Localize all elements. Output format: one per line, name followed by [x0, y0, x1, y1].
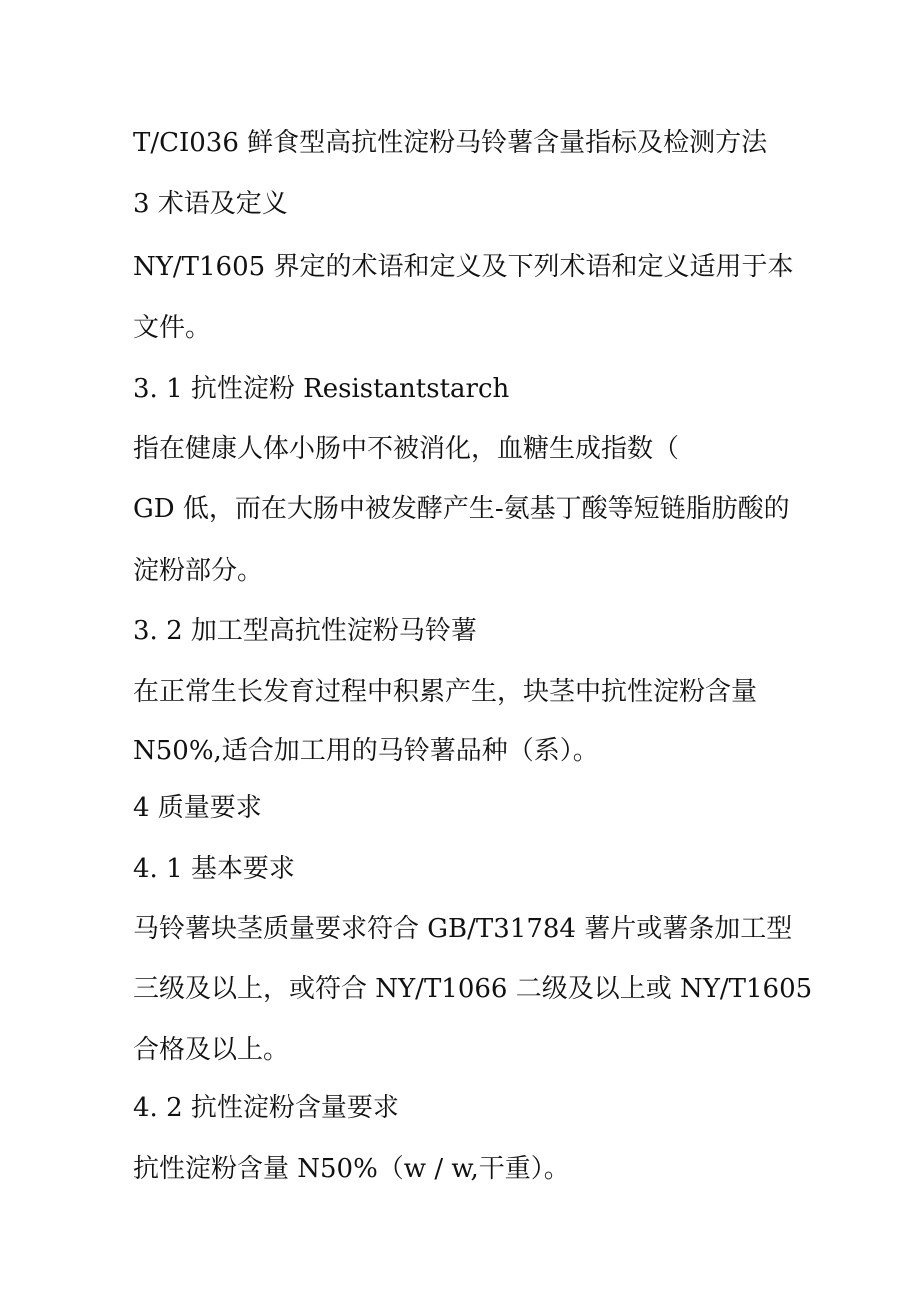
body-text-line: 在正常生长发育过程中积累产生，块茎中抗性淀粉含量 [133, 677, 758, 707]
section-3-1-heading: 3. 1 抗性淀粉 Resistantstarch [133, 374, 510, 404]
section-4-heading: 4 质量要求 [133, 793, 262, 823]
section-4-1-heading: 4. 1 基本要求 [133, 854, 295, 884]
body-text-line: N50%,适合加工用的马铃薯品种（系）。 [133, 736, 599, 766]
body-text-line: 抗性淀粉含量 N50%（w / w,干重）。 [133, 1154, 570, 1184]
body-text-line: 文件。 [133, 313, 212, 343]
body-text-line: NY/T1605 界定的术语和定义及下列术语和定义适用于本 [133, 252, 794, 282]
body-text-line: 淀粉部分。 [133, 556, 264, 586]
body-text-line: GD 低，而在大肠中被发酵产生-氨基丁酸等短链脂肪酸的 [133, 494, 790, 524]
section-3-heading: 3 术语及定义 [133, 189, 288, 219]
document-title-line: T/CI036 鲜食型高抗性淀粉马铃薯含量指标及检测方法 [133, 128, 768, 158]
body-text-line: 指在健康人体小肠中不被消化，血糖生成指数（ [133, 434, 680, 464]
section-3-2-heading: 3. 2 加工型高抗性淀粉马铃薯 [133, 616, 477, 646]
body-text-line: 三级及以上，或符合 NY/T1066 二级及以上或 NY/T1605 [133, 974, 813, 1004]
section-4-2-heading: 4. 2 抗性淀粉含量要求 [133, 1093, 399, 1123]
body-text-line: 马铃薯块茎质量要求符合 GB/T31784 薯片或薯条加工型 [133, 914, 793, 944]
body-text-line: 合格及以上。 [133, 1035, 290, 1065]
